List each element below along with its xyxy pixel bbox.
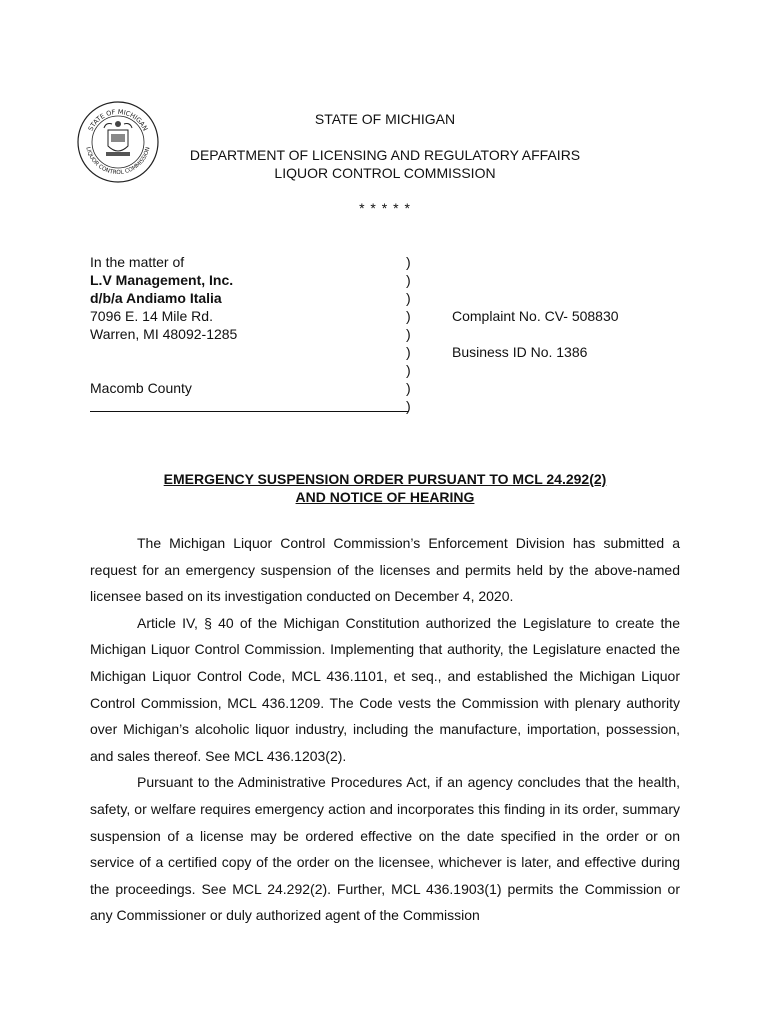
caption-intro: In the matter of: [90, 254, 185, 270]
body-paragraph-2: Article IV, § 40 of the Michigan Constitution authorized the Legislature to create the Michigan Liquor Control Commission. Implementing that authority, the Legislature enacted the Michigan Liquor Control Code, MCL 436.1101, et seq., and established the Michigan Liquor Control Commission, MCL 436.1209. The Code vests the Commission with plenary authority over Michigan’s alcoholic liquor industry, including the manufacture, importation, possession, and sales thereof. See MCL 436.1203(2).: [90, 614, 680, 764]
seal-top-text: STATE OF MICHIGAN: [86, 107, 150, 133]
paren: ): [406, 254, 411, 270]
paren: ): [406, 344, 411, 360]
order-body: [90, 530, 680, 929]
licensee-name: L.V Management, Inc.: [90, 272, 234, 288]
paren: ): [406, 308, 411, 324]
separator-stars: * * * * *: [359, 200, 411, 216]
body-paragraph-1: The Michigan Liquor Control Commission’s Enforcement Division has submitted a request for an emergency suspension of the licenses and permits held by the above-named licensee based on its investigation conducted on December 4, 2020.: [90, 535, 680, 605]
complaint-number: Complaint No. CV- 508830: [452, 308, 619, 324]
commission-heading: LIQUOR CONTROL COMMISSION: [274, 165, 496, 181]
seal-bottom-text: LIQUOR CONTROL COMMISSION: [84, 146, 152, 177]
paren: ): [406, 272, 411, 288]
business-id: Business ID No. 1386: [452, 344, 588, 360]
body-paragraph-3: Pursuant to the Administrative Procedures Act, if an agency concludes that the health, safety, or welfare requires emergency action and incorporates this finding in its order, summary suspension of a license may be ordered effective on the date specified in the order or on service of a certified copy of the order on the licensee, whichever is later, and effective during the proceedings. See MCL 24.292(2). Further, MCL 436.1903(1) permits the Commission or any Commissioner or duly authorized agent of the Commission: [90, 774, 680, 924]
caption-parens: [406, 253, 411, 415]
licensee-dba: d/b/a Andiamo Italia: [90, 290, 222, 306]
paren: ): [406, 362, 411, 378]
caption-underline: [90, 411, 408, 412]
case-caption: [90, 253, 410, 397]
licensee-street: 7096 E. 14 Mile Rd.: [90, 308, 213, 324]
paren: ): [406, 290, 411, 306]
order-title-line1: EMERGENCY SUSPENSION ORDER PURSUANT TO MCL 24.292(2): [163, 471, 607, 487]
paren: ): [406, 380, 411, 396]
paren: ): [406, 326, 411, 342]
licensee-county: Macomb County: [90, 380, 192, 396]
licensee-city: Warren, MI 48092-1285: [90, 326, 238, 342]
state-heading: STATE OF MICHIGAN: [314, 111, 456, 127]
paren: ): [406, 398, 411, 414]
department-heading: DEPARTMENT OF LICENSING AND REGULATORY AFFAIRS: [189, 147, 581, 163]
order-title-line2: AND NOTICE OF HEARING: [295, 489, 475, 505]
